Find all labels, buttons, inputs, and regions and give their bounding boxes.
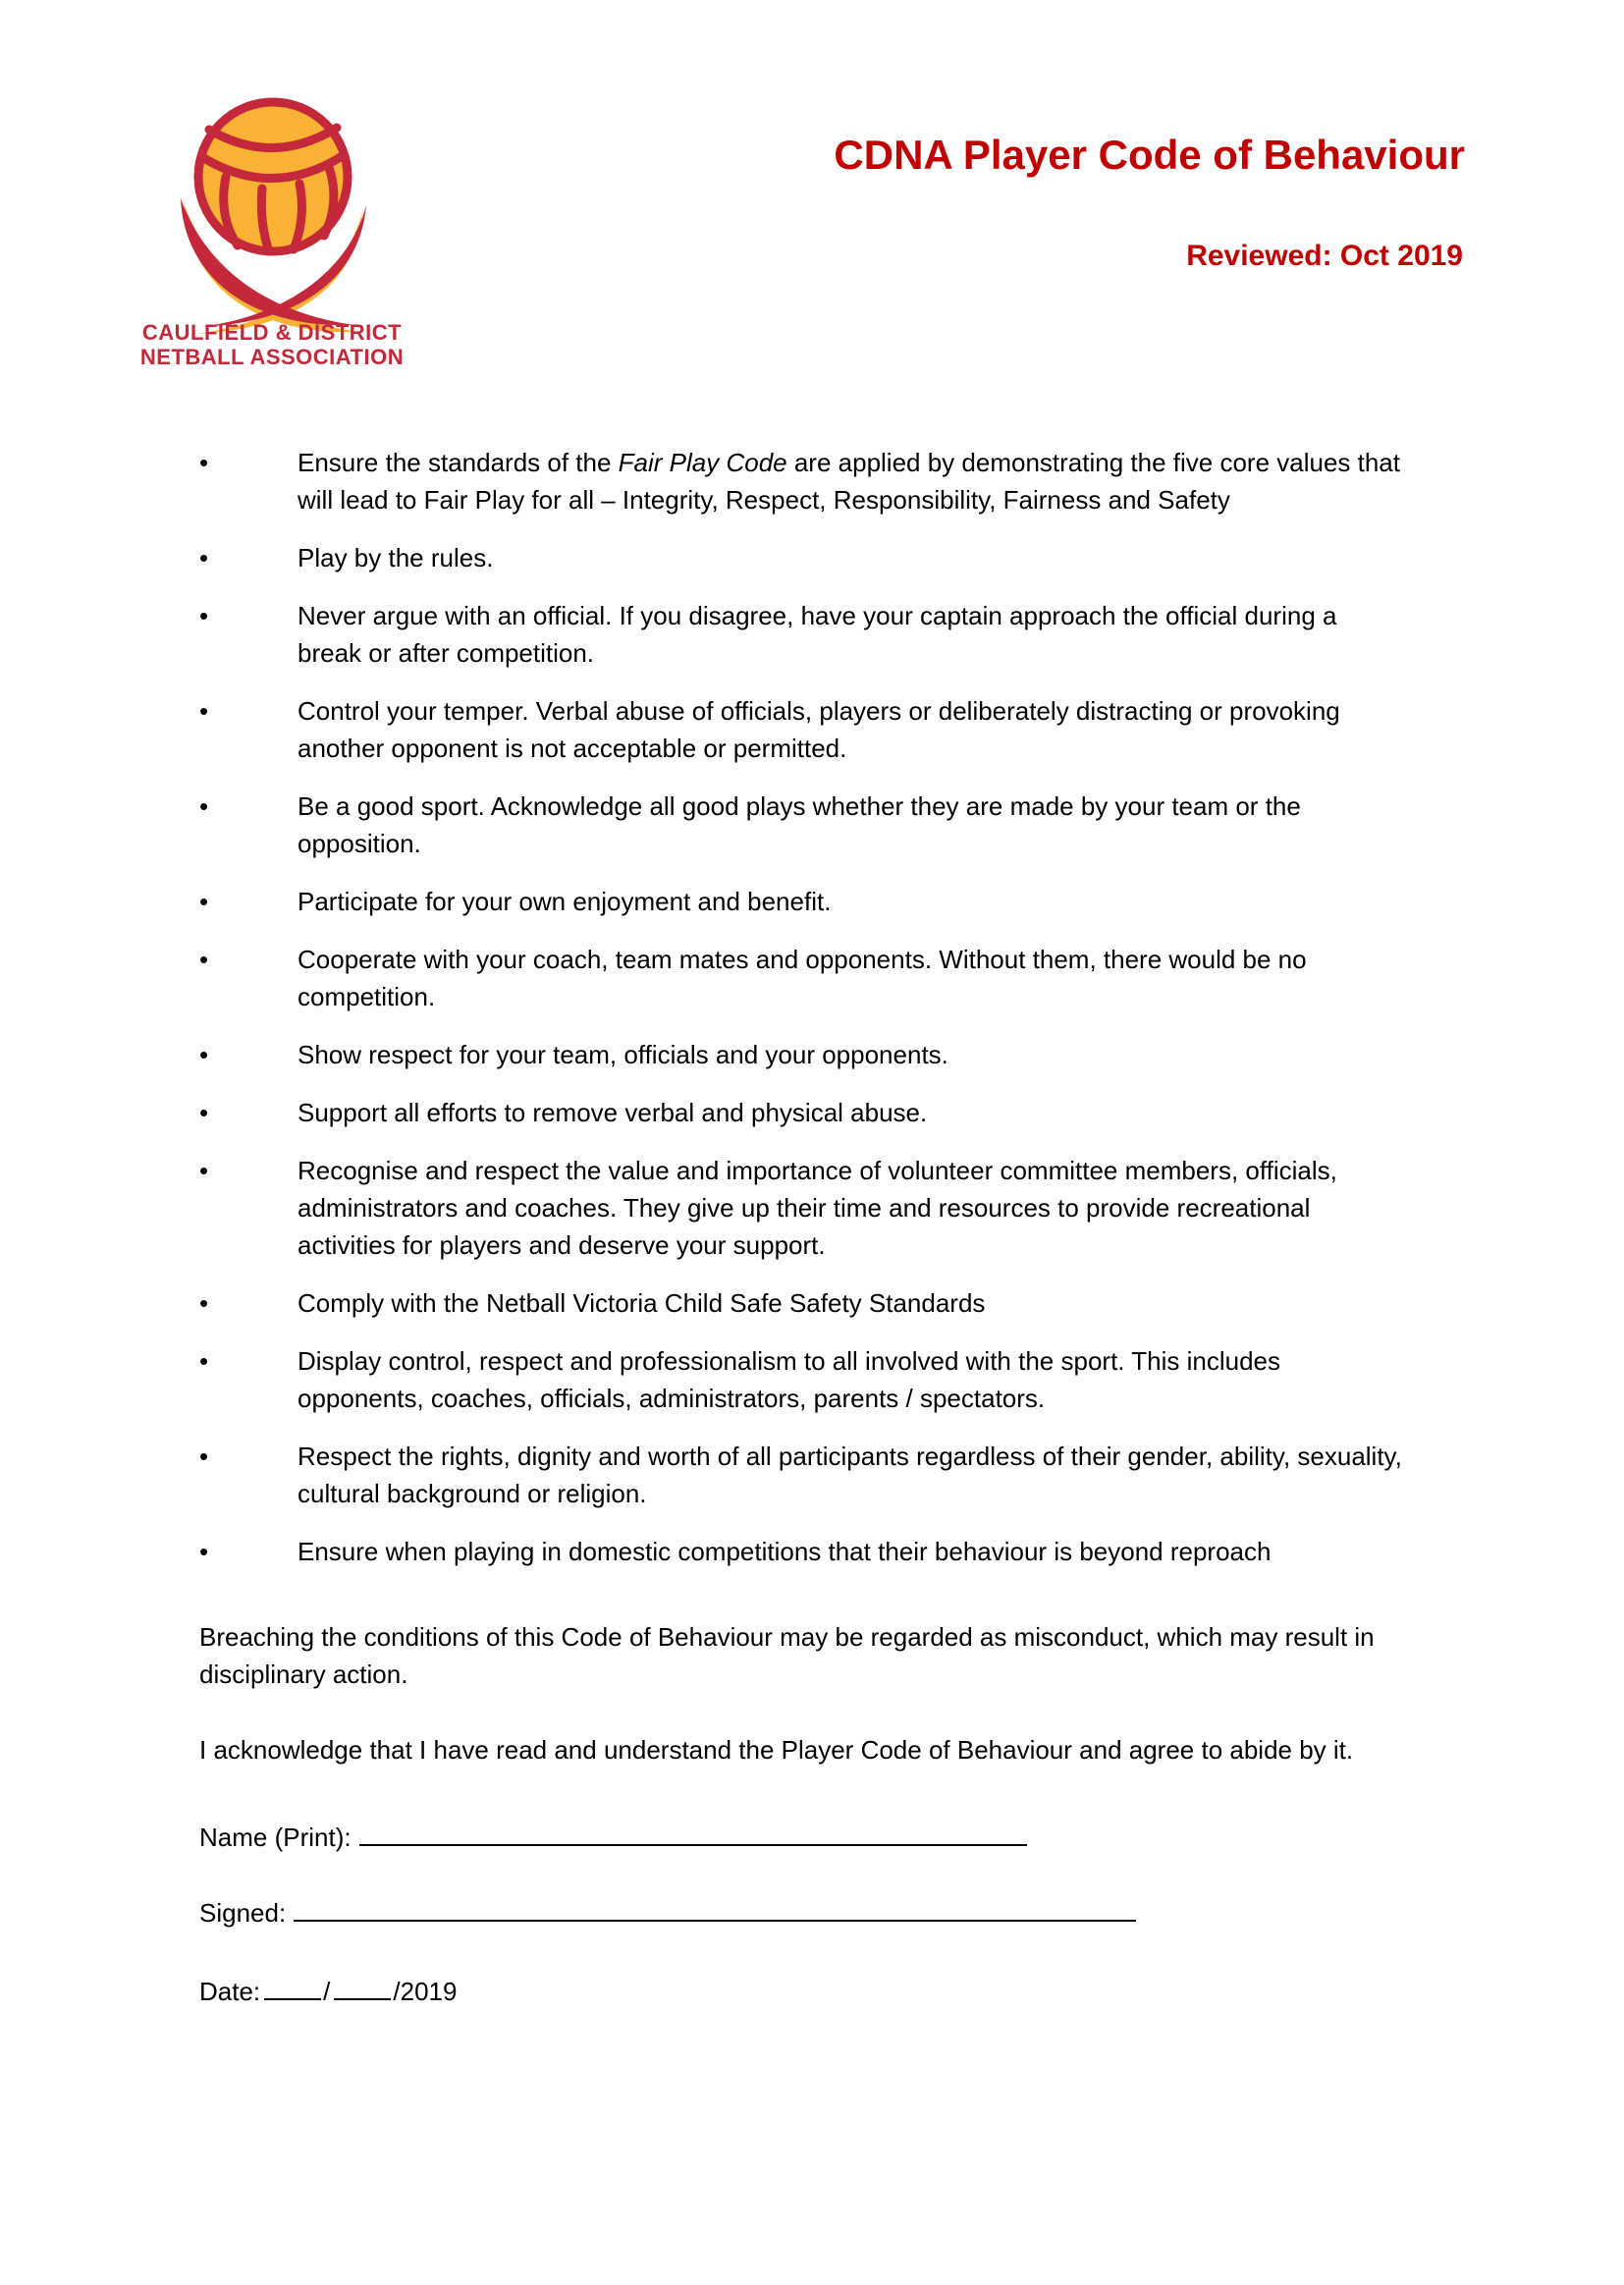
list-item	[199, 1342, 1438, 1417]
acknowledge-paragraph: I acknowledge that I have read and understand the Player Code of Behaviour and agree to abide by it.	[199, 1735, 1354, 1765]
bullet-text: Be a good sport. Acknowledge all good plays whether they are made by your team or the opposition.	[298, 791, 1301, 858]
bullet-text: Control your temper. Verbal abuse of officials, players or deliberately distracting or provoking another opponent is not acceptable or permitted.	[298, 696, 1340, 763]
signed-field-row	[199, 1892, 1438, 1931]
list-item	[199, 941, 1438, 1015]
bullet-icon: •	[199, 1040, 209, 1069]
reviewed-date: Reviewed: Oct 2019	[1186, 240, 1463, 272]
page-title: CDNA Player Code of Behaviour	[834, 132, 1465, 178]
bullet-icon: •	[199, 1537, 209, 1566]
name-field-row	[199, 1817, 1438, 1856]
bullet-text: Show respect for your team, officials and your opponents.	[298, 1040, 948, 1069]
logo-org-name	[95, 320, 449, 369]
bullet-text: Ensure when playing in domestic competitions that their behaviour is beyond reproach	[298, 1537, 1272, 1566]
bullet-text-italic-segment: Fair Play Code	[618, 448, 787, 477]
list-item	[199, 692, 1438, 767]
bullet-text	[298, 444, 1402, 518]
bullet-icon: •	[199, 696, 209, 726]
list-item	[199, 1094, 1438, 1131]
signed-label: Signed:	[199, 1898, 287, 1928]
breach-paragraph: Breaching the conditions of this Code of Behaviour may be regarded as misconduct, which may result in disciplinary action.	[199, 1622, 1375, 1689]
bullet-icon: •	[199, 1346, 209, 1376]
bullet-text: Support all efforts to remove verbal and physical abuse.	[298, 1098, 928, 1127]
bullet-icon: •	[199, 1098, 209, 1127]
list-item	[199, 444, 1438, 518]
bullet-text: Recognise and respect the value and importance of volunteer committee members, officials, administrators and coaches. They give up their time and resources to provide recreational activities for players and deserve your support.	[298, 1156, 1337, 1260]
logo-org-line1: CAULFIELD & DISTRICT	[141, 320, 403, 345]
list-item	[199, 883, 1438, 920]
bullet-text: Cooperate with your coach, team mates and opponents. Without them, there would be no competition.	[298, 945, 1307, 1011]
date-year: /2019	[393, 1977, 458, 2006]
bullet-text: Participate for your own enjoyment and benefit.	[298, 887, 832, 916]
date-month-line	[334, 1971, 391, 2000]
list-item	[199, 1036, 1438, 1073]
list-item	[199, 788, 1438, 862]
date-field-row	[199, 1971, 1438, 2010]
bullet-icon: •	[199, 945, 209, 974]
signed-signature-line	[294, 1892, 1136, 1922]
date-day-line	[264, 1971, 321, 2000]
bullet-icon: •	[199, 791, 209, 821]
bullet-text: Respect the rights, dignity and worth of all participants regardless of their gender, ability, sexuality, cultural background or religion.	[298, 1442, 1402, 1508]
bullet-text: Comply with the Netball Victoria Child Safe Safety Standards	[298, 1288, 986, 1318]
bullet-text-segment: are applied by demonstrating the five core values that will lead to Fair Play for all – Integrity, Respect, Responsibility, Fairness and Safety	[298, 448, 1400, 515]
list-item	[199, 1533, 1438, 1570]
list-item	[199, 1284, 1438, 1322]
bullet-icon: •	[199, 1442, 209, 1471]
bullet-icon: •	[199, 1288, 209, 1318]
bullet-text: Never argue with an official. If you disagree, have your captain approach the official during a break or after competition.	[298, 601, 1337, 668]
name-signature-line	[359, 1817, 1027, 1846]
bullet-icon: •	[199, 601, 209, 630]
logo-org-line2: NETBALL ASSOCIATION	[139, 345, 405, 369]
list-item	[199, 1438, 1438, 1512]
name-label: Name (Print):	[199, 1823, 352, 1852]
date-label: Date:	[199, 1977, 261, 2006]
bullet-text: Play by the rules.	[298, 543, 494, 572]
bullet-icon: •	[199, 448, 209, 477]
bullet-icon: •	[199, 1156, 209, 1185]
list-item	[199, 597, 1438, 672]
date-slash: /	[323, 1977, 331, 2006]
bullet-icon: •	[199, 887, 209, 916]
list-item	[199, 539, 1438, 576]
bullet-text-segment: Ensure the standards of the	[298, 448, 619, 477]
bullet-text: Display control, respect and professionalism to all involved with the sport. This includes opponents, coaches, officials, administrators, parents / spectators.	[298, 1346, 1280, 1413]
document-body	[199, 444, 1438, 2010]
list-item	[199, 1152, 1438, 1264]
bullet-icon: •	[199, 543, 209, 572]
